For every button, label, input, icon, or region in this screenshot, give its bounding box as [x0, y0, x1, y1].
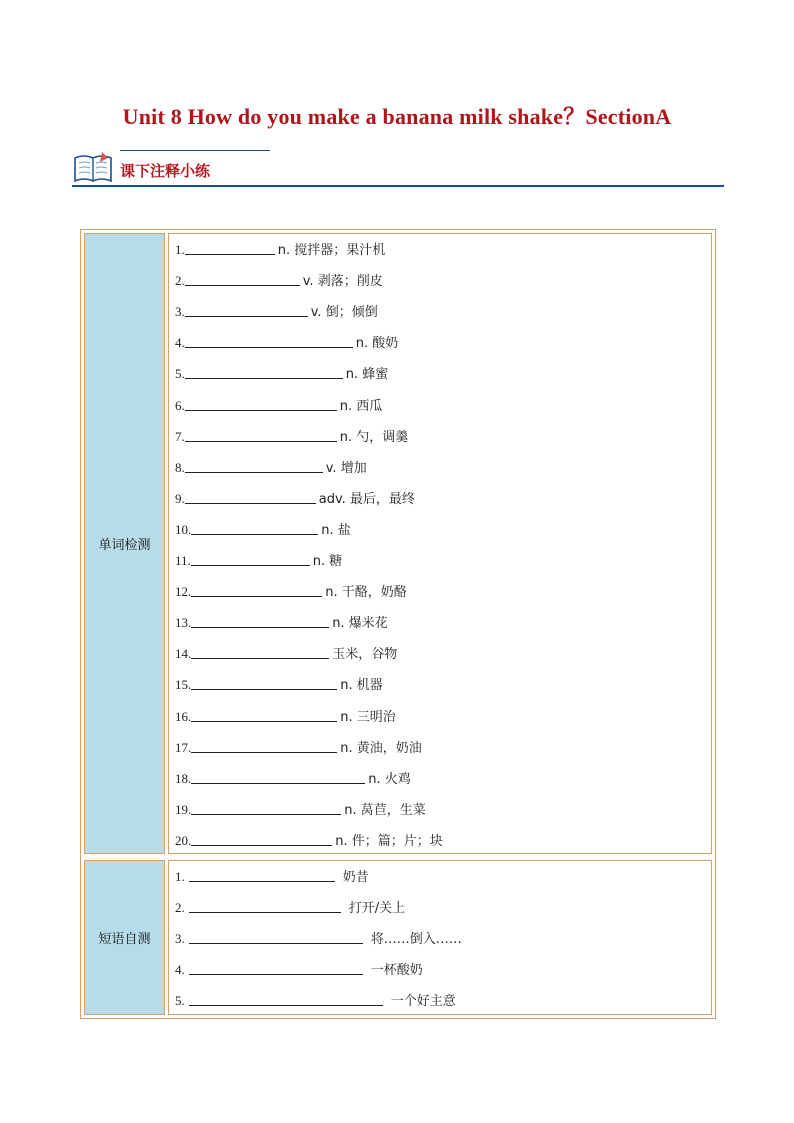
word_section-answer-blank[interactable]: [191, 707, 337, 722]
word_section-number: 19.: [175, 801, 192, 817]
word_section-definition: n. 干酪，奶酪: [325, 585, 407, 601]
word_section-answer-blank[interactable]: [191, 738, 337, 753]
section-header: [72, 148, 724, 188]
word_section-row: [175, 489, 415, 509]
exercise-table: [80, 229, 716, 1019]
word_section-number: 9.: [175, 490, 185, 506]
word_section-row: [175, 427, 408, 447]
word_section-row: [175, 675, 383, 695]
word_section-answer-blank[interactable]: [191, 582, 322, 597]
word_section-answer-blank[interactable]: [191, 613, 329, 628]
phrase_section-definition: 打开/关上: [348, 901, 406, 917]
phrase_section-number: 1.: [175, 869, 185, 884]
word_section-answer-blank[interactable]: [191, 520, 318, 535]
word_section-row: [175, 582, 407, 602]
phrase_section-row: [175, 867, 369, 887]
word_section-definition: n. 糖: [312, 554, 343, 569]
phrase_section-row: [175, 898, 405, 918]
word_section-answer-blank[interactable]: [185, 458, 323, 473]
word_section-number: 20.: [175, 832, 192, 848]
phrase_section-number: 4.: [175, 962, 185, 978]
word_section-answer-blank[interactable]: [191, 769, 365, 784]
word_section-number: 16.: [175, 708, 192, 724]
word_section-number: 7.: [175, 428, 185, 444]
word_section-number: 15.: [175, 677, 192, 693]
word_section-number: 14.: [175, 646, 192, 662]
word_section-number: 1.: [175, 242, 185, 257]
phrase_section-definition: 一杯酸奶: [370, 963, 423, 979]
phrase_section-answer-blank[interactable]: [189, 898, 341, 913]
phrase_section-number: 2.: [175, 900, 185, 916]
section-label: 课下注释小练: [120, 162, 211, 180]
word_section-row: [175, 458, 367, 478]
phrase_section-answer-blank[interactable]: [189, 960, 363, 975]
phrase_section-definition: 一个好主意: [390, 994, 456, 1010]
word_section-definition: v. 增加: [325, 460, 367, 476]
word_section-definition: 玉米，谷物: [332, 647, 398, 663]
word_section-row: [175, 613, 388, 633]
word-check-block: [81, 230, 715, 857]
phrase_section-definition: 奶昔: [342, 870, 369, 885]
phrase_section-definition: 将……倒入……: [370, 932, 462, 948]
book-icon: [72, 150, 114, 184]
word_section-definition: n. 机器: [340, 678, 383, 694]
word_section-row: [175, 831, 443, 851]
word_section-answer-blank[interactable]: [185, 489, 316, 504]
word_section-answer-blank[interactable]: [191, 644, 329, 659]
word_section-number: 17.: [175, 739, 192, 755]
word_section-definition: n. 黄油，奶油: [340, 740, 422, 756]
word_section-number: 4.: [175, 335, 185, 351]
word_section-row: [175, 364, 388, 384]
word_section-number: 12.: [175, 584, 192, 600]
word_section-definition: n. 盐: [321, 522, 351, 538]
word_section-number: 5.: [175, 366, 185, 382]
word_section-number: 18.: [175, 770, 192, 786]
word_section-row: [175, 800, 426, 820]
word_section-definition: n. 蜂蜜: [345, 367, 389, 383]
word_section-definition: n. 爆米花: [332, 616, 388, 632]
word_section-row: [175, 738, 422, 758]
word_section-row: [175, 302, 378, 322]
word_section-row: [175, 644, 397, 664]
word_section-definition: v. 倒；倾倒: [310, 305, 378, 321]
word_section-answer-blank[interactable]: [185, 427, 337, 442]
word_section-definition: v. 剥落；削皮: [302, 274, 383, 290]
word_section-row: [175, 240, 385, 260]
word-section-label: 单词检测: [84, 233, 165, 854]
word_section-definition: n. 件；篇；片；块: [335, 833, 443, 849]
word_section-definition: adv. 最后，最终: [318, 491, 415, 507]
word_section-row: [175, 520, 351, 540]
phrase-list: [168, 860, 712, 1015]
word_section-definition: n. 火鸡: [368, 771, 411, 787]
phrase_section-answer-blank[interactable]: [189, 991, 383, 1006]
word_section-answer-blank[interactable]: [185, 396, 337, 411]
page-title: Unit 8 How do you make a banana milk shake？SectionA: [122, 104, 672, 129]
word_section-number: 8.: [175, 459, 185, 475]
word_section-answer-blank[interactable]: [191, 551, 310, 566]
word_section-definition: n. 搅拌器；果汁机: [277, 243, 386, 258]
word_section-definition: n. 酸奶: [355, 336, 399, 352]
word_section-number: 13.: [175, 615, 192, 631]
phrase_section-row: [175, 929, 462, 949]
word_section-answer-blank[interactable]: [185, 240, 275, 255]
word_section-row: [175, 396, 382, 416]
word_section-answer-blank[interactable]: [185, 364, 343, 379]
phrase_section-answer-blank[interactable]: [189, 929, 363, 944]
word_section-row: [175, 769, 411, 789]
word_section-row: [175, 707, 396, 727]
word_section-row: [175, 333, 398, 353]
header-top-rule: [120, 150, 270, 151]
phrase_section-answer-blank[interactable]: [189, 867, 335, 882]
phrase-section-label: 短语自测: [84, 860, 165, 1015]
word_section-number: 2.: [175, 273, 185, 289]
word_section-row: [175, 551, 342, 571]
phrase_section-row: [175, 960, 423, 980]
word_section-definition: n. 勺，调羹: [339, 429, 409, 445]
word_section-answer-blank[interactable]: [191, 800, 341, 815]
word-list: [168, 233, 712, 854]
phrase_section-row: [175, 991, 456, 1011]
word_section-definition: n. 三明治: [340, 709, 396, 725]
word_section-number: 10.: [175, 521, 192, 537]
word_section-number: 6.: [175, 397, 185, 413]
word_section-number: 3.: [175, 304, 185, 320]
word_section-answer-blank[interactable]: [185, 302, 308, 317]
word_section-answer-blank[interactable]: [185, 333, 353, 348]
word_section-number: 11.: [175, 553, 191, 568]
phrase-check-block: [81, 857, 715, 1018]
word_section-row: [175, 271, 383, 291]
word_section-answer-blank[interactable]: [185, 271, 300, 286]
phrase_section-number: 3.: [175, 931, 185, 947]
phrase_section-number: 5.: [175, 993, 185, 1009]
header-divider: [72, 185, 724, 187]
word_section-definition: n. 西瓜: [339, 398, 383, 414]
word_section-definition: n. 莴苣，生菜: [344, 802, 426, 818]
word_section-answer-blank[interactable]: [191, 831, 332, 846]
word_section-answer-blank[interactable]: [191, 675, 337, 690]
